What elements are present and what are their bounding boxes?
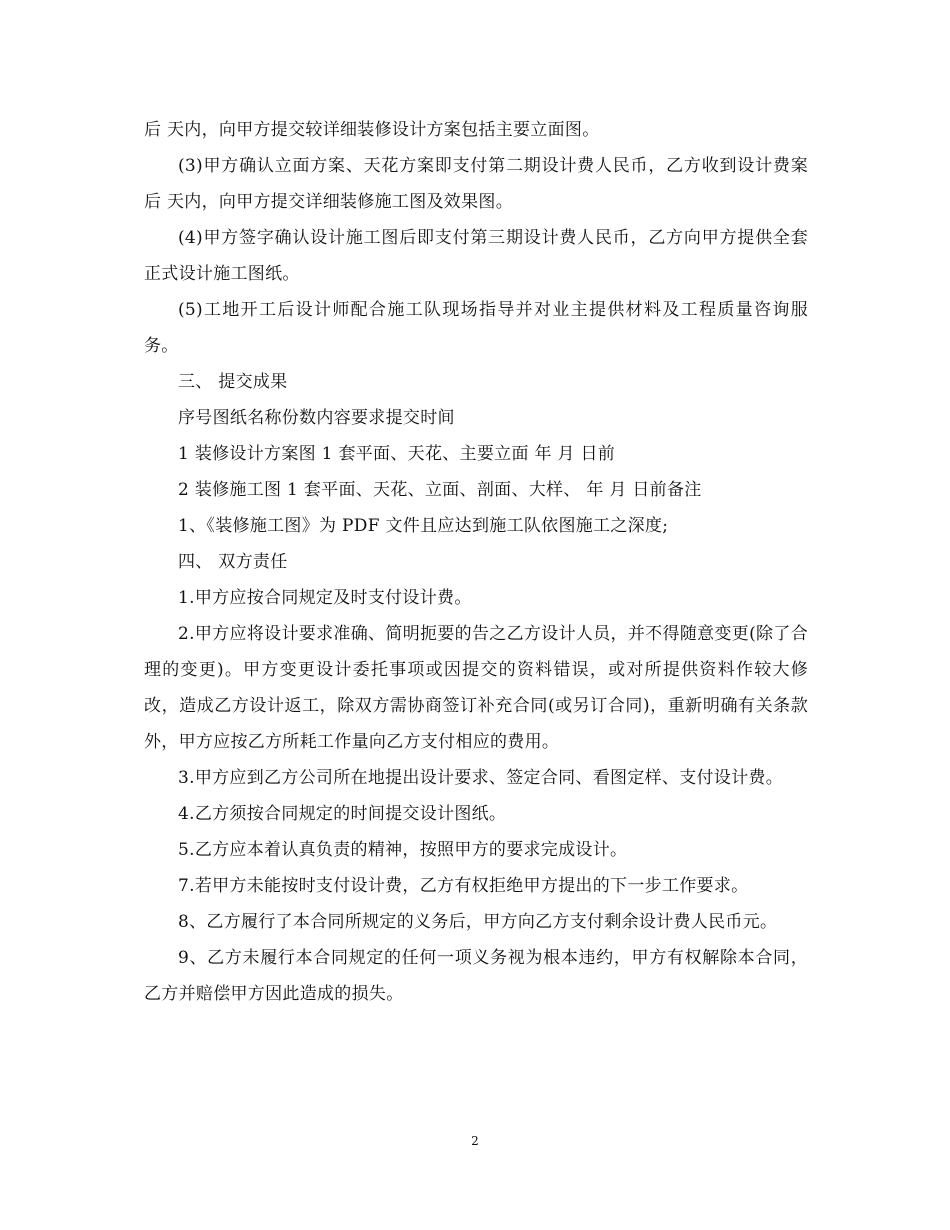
responsibility-1: 1.甲方应按合同规定及时支付设计费。 [178, 588, 472, 608]
deliverables-table-header: 序号图纸名称份数内容要求提交时间 [178, 408, 455, 428]
responsibility-4: 4.乙方须按合同规定的时间提交设计图纸。 [178, 804, 507, 824]
paragraph-item-3: (3)甲方确认立面方案、天花方案即支付第二期设计费人民币，乙方收到设计费案后 天内，向甲方提交详细装修施工图及效果图。 [144, 156, 808, 212]
deliverables-row-1: 1 装修设计方案图 1 套平面、天花、主要立面 年 月 日前 [178, 444, 616, 464]
responsibility-7: 7.若甲方未能按时支付设计费，乙方有权拒绝甲方提出的下一步工作要求。 [178, 876, 749, 896]
responsibility-9: 9、乙方未履行本合同规定的任何一项义务视为根本违约，甲方有权解除本合同，乙方并赔偿甲方因此造成的损失。 [144, 948, 808, 1004]
page-number: 2 [471, 1134, 479, 1148]
responsibility-2: 2.甲方应将设计要求准确、简明扼要的告之乙方设计人员，并不得随意变更(除了合理的变更)。甲方变更设计委托事项或因提交的资料错误，或对所提供资料作较大修改，造成乙方设计返工，除双方需协商签订补充合同(或另订合同)，重新明确有关条款外，甲方应按乙方所耗工作量向乙方支付相应的费用。 [144, 624, 808, 752]
document-body [144, 112, 808, 1012]
section-heading-deliverables: 三、 提交成果 [178, 372, 288, 392]
responsibility-3: 3.甲方应到乙方公司所在地提出设计要求、签定合同、看图定样、支付设计费。 [178, 768, 784, 788]
paragraph-continuation: 后 天内，向甲方提交较详细装修设计方案包括主要立面图。 [144, 120, 600, 140]
deliverables-row-2: 2 装修施工图 1 套平面、天花、立面、剖面、大样、 年 月 日前备注 [178, 480, 702, 500]
deliverables-note: 1、《装修施工图》为 PDF 文件且应达到施工队依图施工之深度; [178, 516, 669, 536]
paragraph-item-4: (4)甲方签字确认设计施工图后即支付第三期设计费人民币，乙方向甲方提供全套正式设计施工图纸。 [144, 228, 808, 284]
responsibility-5: 5.乙方应本着认真负责的精神，按照甲方的要求完成设计。 [178, 840, 628, 860]
section-heading-responsibilities: 四、 双方责任 [178, 552, 288, 572]
paragraph-item-5: (5)工地开工后设计师配合施工队现场指导并对业主提供材料及工程质量咨询服务。 [144, 300, 808, 356]
responsibility-8: 8、乙方履行了本合同所规定的义务后，甲方向乙方支付剩余设计费人民币元。 [178, 912, 778, 932]
